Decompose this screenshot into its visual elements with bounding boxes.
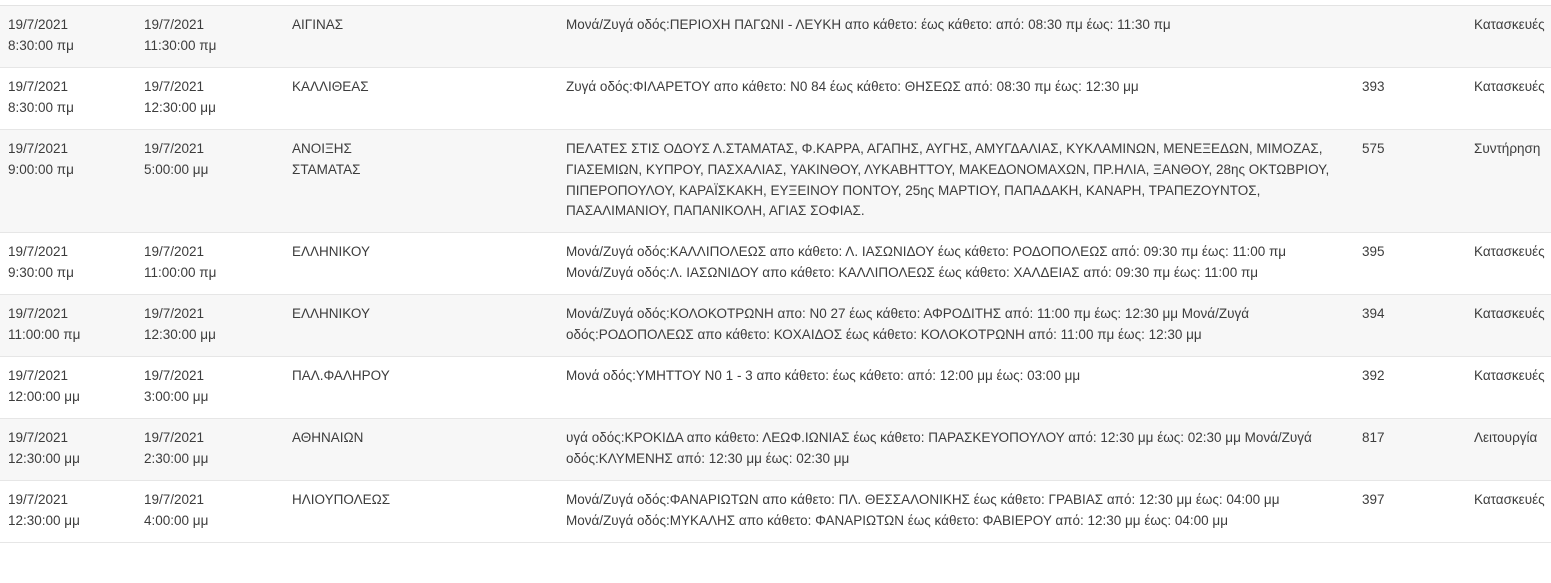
from-time: 9:30:00 πμ (8, 265, 74, 281)
description-line: Μονά/Ζυγά οδός:ΚΟΛΟΚΟΤΡΩΝΗ απο: Ν0 27 έως κάθετο: ΑΦΡΟΔΙΤΗΣ από: 11:00 πμ έως: 12:30 μμ Μονά/Ζυγά (566, 306, 1250, 322)
row-to-datetime (136, 418, 284, 480)
row-area (284, 295, 558, 357)
to-date: 19/7/2021 (144, 429, 205, 445)
row-number: 394 (1354, 295, 1466, 357)
row-number: 395 (1354, 233, 1466, 295)
description-line: Μονά/Ζυγά οδός:ΚΑΛΛΙΠΟΛΕΩΣ απο κάθετο: Λ. ΙΑΣΩΝΙΔΟΥ έως κάθετο: ΡΟΔΟΠΟΛΕΩΣ από: 09:30 πμ έως: 11:00 πμ (566, 244, 1287, 260)
description-line: υγά οδός:ΚΡΟΚΙΔΑ απο κάθετο: ΛΕΩΦ.ΙΩΝΙΑΣ έως κάθετο: ΠΑΡΑΣΚΕΥΟΠΟΥΛΟΥ από: 12:30 μμ έως: 02:30 μμ Μονά/Ζυγά (566, 429, 1312, 445)
description-line: ΠΑΣΑΛΙΜΑΝΙΟΥ, ΠΑΠΑΝΙΚΟΛΗ, ΑΓΙΑΣ ΣΟΦΙΑΣ. (566, 203, 865, 219)
from-time: 12:00:00 μμ (8, 388, 80, 404)
outage-table (0, 6, 1551, 543)
row-description (558, 295, 1354, 357)
row-type: Κατασκευές (1466, 295, 1551, 357)
row-to-datetime (136, 6, 284, 67)
from-date: 19/7/2021 (8, 306, 69, 322)
area-line: ΗΛΙΟΥΠΟΛΕΩΣ (292, 491, 391, 507)
row-to-datetime (136, 357, 284, 419)
row-description (558, 418, 1354, 480)
from-time: 12:30:00 μμ (8, 450, 80, 466)
row-from-datetime (0, 418, 136, 480)
row-area (284, 357, 558, 419)
row-number: 575 (1354, 129, 1466, 233)
from-date: 19/7/2021 (8, 78, 69, 94)
row-description (558, 6, 1354, 67)
to-time: 4:00:00 μμ (144, 512, 209, 528)
from-date: 19/7/2021 (8, 140, 69, 156)
to-time: 11:00:00 πμ (144, 265, 217, 281)
to-time: 2:30:00 μμ (144, 450, 209, 466)
description-line: ΠΕΛΑΤΕΣ ΣΤΙΣ ΟΔΟΥΣ Λ.ΣΤΑΜΑΤΑΣ, Φ.ΚΑΡΡΑ, ΑΓΑΠΗΣ, ΑΥΓΗΣ, ΑΜΥΓΔΑΛΙΑΣ, ΚΥΚΛΑΜΙΝΩΝ, ΜΕΝΕΞΕΔΩΝ, ΜΙΜΟΖΑΣ, (566, 140, 1323, 156)
row-type: Κατασκευές (1466, 233, 1551, 295)
row-description (558, 129, 1354, 233)
area-line: ΑΝΟΙΞΗΣ (292, 140, 352, 156)
to-date: 19/7/2021 (144, 78, 205, 94)
row-number: 392 (1354, 357, 1466, 419)
row-area (284, 6, 558, 67)
description-line: Μονά/Ζυγά οδός:ΦΑΝΑΡΙΩΤΩΝ απο κάθετο: ΠΛ. ΘΕΣΣΑΛΟΝΙΚΗΣ έως κάθετο: ΓΡΑΒΙΑΣ από: 12:30 μμ έως: 04:00 μμ (566, 491, 1280, 507)
row-from-datetime (0, 357, 136, 419)
table-row[interactable] (0, 233, 1551, 295)
row-to-datetime (136, 480, 284, 542)
area-line: ΑΙΓΙΝΑΣ (292, 17, 344, 32)
from-time: 9:00:00 πμ (8, 161, 74, 177)
row-type: Κατασκευές (1466, 6, 1551, 67)
area-line: ΕΛΛΗΝΙΚΟΥ (292, 306, 370, 322)
row-type: Κατασκευές (1466, 480, 1551, 542)
row-type: Κατασκευές (1466, 67, 1551, 129)
table-row[interactable] (0, 480, 1551, 542)
from-date: 19/7/2021 (8, 429, 69, 445)
row-area (284, 129, 558, 233)
to-date: 19/7/2021 (144, 17, 205, 32)
description-line: Μονά/Ζυγά οδός:ΠΕΡΙΟΧΗ ΠΑΓΩΝΙ - ΛΕΥΚΗ απο κάθετο: έως κάθετο: από: 08:30 πμ έως: 11:30 πμ (566, 17, 1171, 32)
area-line: ΠΑΛ.ΦΑΛΗΡΟΥ (292, 368, 390, 384)
area-line: ΚΑΛΛΙΘΕΑΣ (292, 78, 369, 94)
row-description (558, 233, 1354, 295)
to-date: 19/7/2021 (144, 306, 205, 322)
description-line: ΓΙΑΣΕΜΙΩΝ, ΚΥΠΡΟΥ, ΠΑΣΧΑΛΙΑΣ, ΥΑΚΙΝΘΟΥ, ΛΥΚΑΒΗΤΤΟΥ, ΜΑΚΕΔΟΝΟΜΑΧΩΝ, ΠΡ.ΗΛΙΑ, ΞΑΝΘΟΥ, 28ης ΟΚΤΩΒΡΙΟΥ, (566, 161, 1330, 177)
row-from-datetime (0, 233, 136, 295)
footer-whitespace (0, 543, 1551, 583)
row-from-datetime (0, 480, 136, 542)
area-line: ΣΤΑΜΑΤΑΣ (292, 161, 361, 177)
row-to-datetime (136, 233, 284, 295)
row-area (284, 480, 558, 542)
row-area (284, 418, 558, 480)
to-time: 12:30:00 μμ (144, 327, 216, 343)
row-to-datetime (136, 295, 284, 357)
table-row[interactable] (0, 295, 1551, 357)
row-number (1354, 6, 1466, 67)
row-description (558, 480, 1354, 542)
to-date: 19/7/2021 (144, 491, 205, 507)
row-from-datetime (0, 129, 136, 233)
row-to-datetime (136, 67, 284, 129)
from-time: 8:30:00 πμ (8, 99, 74, 115)
to-time: 11:30:00 πμ (144, 37, 217, 53)
from-time: 8:30:00 πμ (8, 37, 74, 53)
from-time: 11:00:00 πμ (8, 327, 81, 343)
to-time: 3:00:00 μμ (144, 388, 209, 404)
area-line: ΕΛΛΗΝΙΚΟΥ (292, 244, 370, 260)
from-date: 19/7/2021 (8, 368, 69, 384)
row-type: Συντήρηση (1466, 129, 1551, 233)
from-date: 19/7/2021 (8, 244, 69, 260)
description-line: οδός:ΚΛΥΜΕΝΗΣ από: 12:30 μμ έως: 02:30 μμ (566, 450, 850, 466)
table-row[interactable] (0, 357, 1551, 419)
to-date: 19/7/2021 (144, 244, 205, 260)
row-from-datetime (0, 6, 136, 67)
outage-table-body (0, 6, 1551, 542)
row-type: Κατασκευές (1466, 357, 1551, 419)
to-date: 19/7/2021 (144, 368, 205, 384)
to-time: 12:30:00 μμ (144, 99, 216, 115)
to-time: 5:00:00 μμ (144, 161, 209, 177)
row-type: Λειτουργία (1466, 418, 1551, 480)
table-row[interactable] (0, 129, 1551, 233)
row-number: 393 (1354, 67, 1466, 129)
table-row[interactable] (0, 418, 1551, 480)
description-line: Μονά οδός:ΥΜΗΤΤΟΥ Ν0 1 - 3 απο κάθετο: έως κάθετο: από: 12:00 μμ έως: 03:00 μμ (566, 368, 1081, 384)
to-date: 19/7/2021 (144, 140, 205, 156)
description-line: οδός:ΡΟΔΟΠΟΛΕΩΣ απο κάθετο: ΚΟΧΑΙΔΟΣ έως κάθετο: ΚΟΛΟΚΟΤΡΩΝΗ από: 11:00 πμ έως: 12:30 μμ (566, 327, 1202, 343)
from-date: 19/7/2021 (8, 17, 69, 32)
row-area (284, 67, 558, 129)
row-area (284, 233, 558, 295)
area-line: ΑΘΗΝΑΙΩΝ (292, 429, 364, 445)
from-date: 19/7/2021 (8, 491, 69, 507)
from-time: 12:30:00 μμ (8, 512, 80, 528)
description-line: Ζυγά οδός:ΦΙΛΑΡΕΤΟΥ απο κάθετο: Ν0 84 έως κάθετο: ΘΗΣΕΩΣ από: 08:30 πμ έως: 12:30 μμ (566, 78, 1139, 94)
description-line: Μονά/Ζυγά οδός:Λ. ΙΑΣΩΝΙΔΟΥ απο κάθετο: ΚΑΛΛΙΠΟΛΕΩΣ έως κάθετο: ΧΑΛΔΕΙΑΣ από: 09:30 πμ έως: 11:00 πμ (566, 265, 1259, 281)
row-to-datetime (136, 129, 284, 233)
row-description (558, 67, 1354, 129)
row-description (558, 357, 1354, 419)
table-row[interactable] (0, 67, 1551, 129)
row-number: 817 (1354, 418, 1466, 480)
description-line: Μονά/Ζυγά οδός:ΜΥΚΑΛΗΣ απο κάθετο: ΦΑΝΑΡΙΩΤΩΝ έως κάθετο: ΦΑΒΙΕΡΟΥ από: 12:30 μμ έως: 04:00 μμ (566, 512, 1228, 528)
description-line: ΠΙΠΕΡΟΠΟΥΛΟΥ, ΚΑΡΑΪΣΚΑΚΗ, ΕΥΞΕΙΝΟΥ ΠΟΝΤΟΥ, 25ης ΜΑΡΤΙΟΥ, ΠΑΠΑΔΑΚΗ, ΚΑΝΑΡΗ, ΤΡΑΠΕΖΟΥΝΤΟΣ, (566, 182, 1261, 198)
row-from-datetime (0, 67, 136, 129)
row-number: 397 (1354, 480, 1466, 542)
table-row[interactable] (0, 6, 1551, 67)
row-from-datetime (0, 295, 136, 357)
